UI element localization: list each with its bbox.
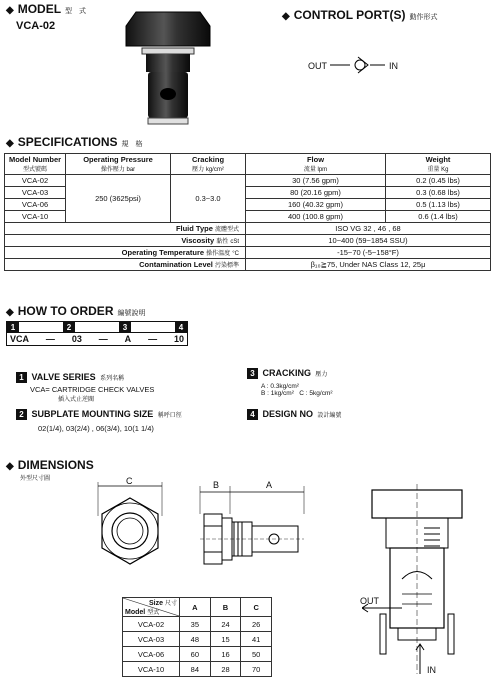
spec-prop-row: Contamination Level 污染標準 β₁₀≧75, Under NAS Class 12, 25μ bbox=[5, 259, 491, 271]
side-view-drawing bbox=[196, 484, 308, 566]
dimensions-label: DIMENSIONS bbox=[17, 458, 94, 472]
spec-prop-row: Operating Temperature 操作溫度 °C -15~70 (-5~158°F) bbox=[5, 247, 491, 259]
hex-front-view-drawing bbox=[90, 476, 170, 576]
how-to-order-label-cn: 編號說明 bbox=[117, 310, 146, 317]
section-view-drawing bbox=[362, 484, 472, 684]
dimensions-table bbox=[122, 597, 272, 677]
spec-prop-row: Viscosity 黏性 cSt 10~400 (59~1854 SSU) bbox=[5, 235, 491, 247]
how-to-order-label: HOW TO ORDER bbox=[17, 304, 114, 318]
dim-b-label: B bbox=[213, 480, 220, 490]
dim-a-label: A bbox=[266, 480, 273, 490]
control-port-title bbox=[282, 8, 437, 22]
model-code: VCA-02 bbox=[16, 20, 56, 32]
dim-c-label: C bbox=[126, 476, 133, 486]
diamond-bullet-icon: ◆ bbox=[282, 11, 290, 22]
table-row: VCA-10 84 28 70 bbox=[123, 662, 272, 677]
dimensions-title bbox=[6, 458, 94, 472]
table-row: VCA-02 250 (3625psi) 0.3~3.0 30 (7.56 gpm) 0.2 (0.45 lbs) bbox=[5, 175, 491, 187]
table-row: VCA-03 48 15 41 bbox=[123, 632, 272, 647]
spec-prop-row: Fluid Type 流體型式 ISO VG 32 , 46 , 68 bbox=[5, 223, 491, 235]
port-out-label: OUT bbox=[308, 61, 327, 71]
section-out-label: OUT bbox=[360, 596, 379, 606]
order-code-box bbox=[6, 321, 188, 346]
size-model-header: Size 尺寸 Model 型式 bbox=[123, 598, 180, 617]
diamond-bullet-icon: ◆ bbox=[6, 138, 14, 149]
specifications-label: SPECIFICATIONS bbox=[17, 135, 118, 149]
order-item-1: 1 VALVE SERIES 系列名稱 VCA= CARTRIDGE CHECK VALVES 插入式止逆閥 bbox=[16, 367, 154, 403]
order-item-2: 2 SUBPLATE MOUNTING SIZE 稱呼口徑 02(1/4), 03(2/4) , 06(3/4), 10(1 1/4) bbox=[16, 404, 182, 433]
valve-photo bbox=[118, 4, 218, 130]
col-weight: Weight 重量 Kg bbox=[386, 154, 491, 175]
col-model-number: Model Number 型式號碼 bbox=[5, 154, 66, 175]
col-flow: Flow 流量 lpm bbox=[246, 154, 386, 175]
specifications-label-cn: 規 格 bbox=[121, 141, 143, 148]
order-item-4: 4 DESIGN NO 設計編號 bbox=[247, 404, 341, 422]
col-cracking: Cracking 壓力 kg/cm² bbox=[171, 154, 246, 175]
how-to-order-title bbox=[6, 304, 145, 318]
table-row: VCA-10 400 (100.8 gpm) 0.6 (1.4 lbs) bbox=[5, 211, 491, 223]
order-number-strip: 1 2 3 4 bbox=[7, 322, 187, 333]
specifications-table bbox=[4, 153, 491, 271]
section-in-label: IN bbox=[427, 665, 436, 675]
table-row: VCA-03 80 (20.16 gpm) 0.3 (0.68 lbs) bbox=[5, 187, 491, 199]
cracking-cell: 0.3~3.0 bbox=[171, 175, 246, 223]
dimensions-label-cn: 外型尺寸圖 bbox=[20, 476, 51, 482]
model-title-cn: 型 式 bbox=[65, 8, 87, 15]
specifications-title bbox=[6, 135, 143, 149]
model-section-title bbox=[6, 2, 86, 16]
dim-header-row: Size 尺寸 Model 型式 A B C bbox=[123, 598, 272, 617]
diamond-bullet-icon: ◆ bbox=[6, 307, 14, 318]
check-valve-symbol bbox=[330, 54, 390, 76]
col-operating-pressure: Operating Pressure 操作壓力 bar bbox=[66, 154, 171, 175]
table-row: VCA-06 160 (40.32 gpm) 0.5 (1.13 lbs) bbox=[5, 199, 491, 211]
port-in-label: IN bbox=[389, 61, 398, 71]
table-row: VCA-06 60 16 50 bbox=[123, 647, 272, 662]
spec-header-row bbox=[5, 154, 491, 175]
control-port-label: CONTROL PORT(S) bbox=[293, 8, 406, 22]
order-code-row: VCA — 03 — A — 10 bbox=[10, 334, 184, 344]
diamond-bullet-icon: ◆ bbox=[6, 461, 14, 472]
diamond-bullet-icon: ◆ bbox=[6, 5, 14, 16]
table-row: VCA-02 35 24 26 bbox=[123, 617, 272, 632]
control-port-label-cn: 動作形式 bbox=[409, 14, 438, 21]
model-title: MODEL bbox=[17, 2, 62, 16]
order-item-3: 3 CRACKING 壓力 A : 0.3kg/cm² B : 1kg/cm² C : 5kg/cm² bbox=[247, 363, 333, 397]
pressure-cell: 250 (3625psi) bbox=[66, 175, 171, 223]
